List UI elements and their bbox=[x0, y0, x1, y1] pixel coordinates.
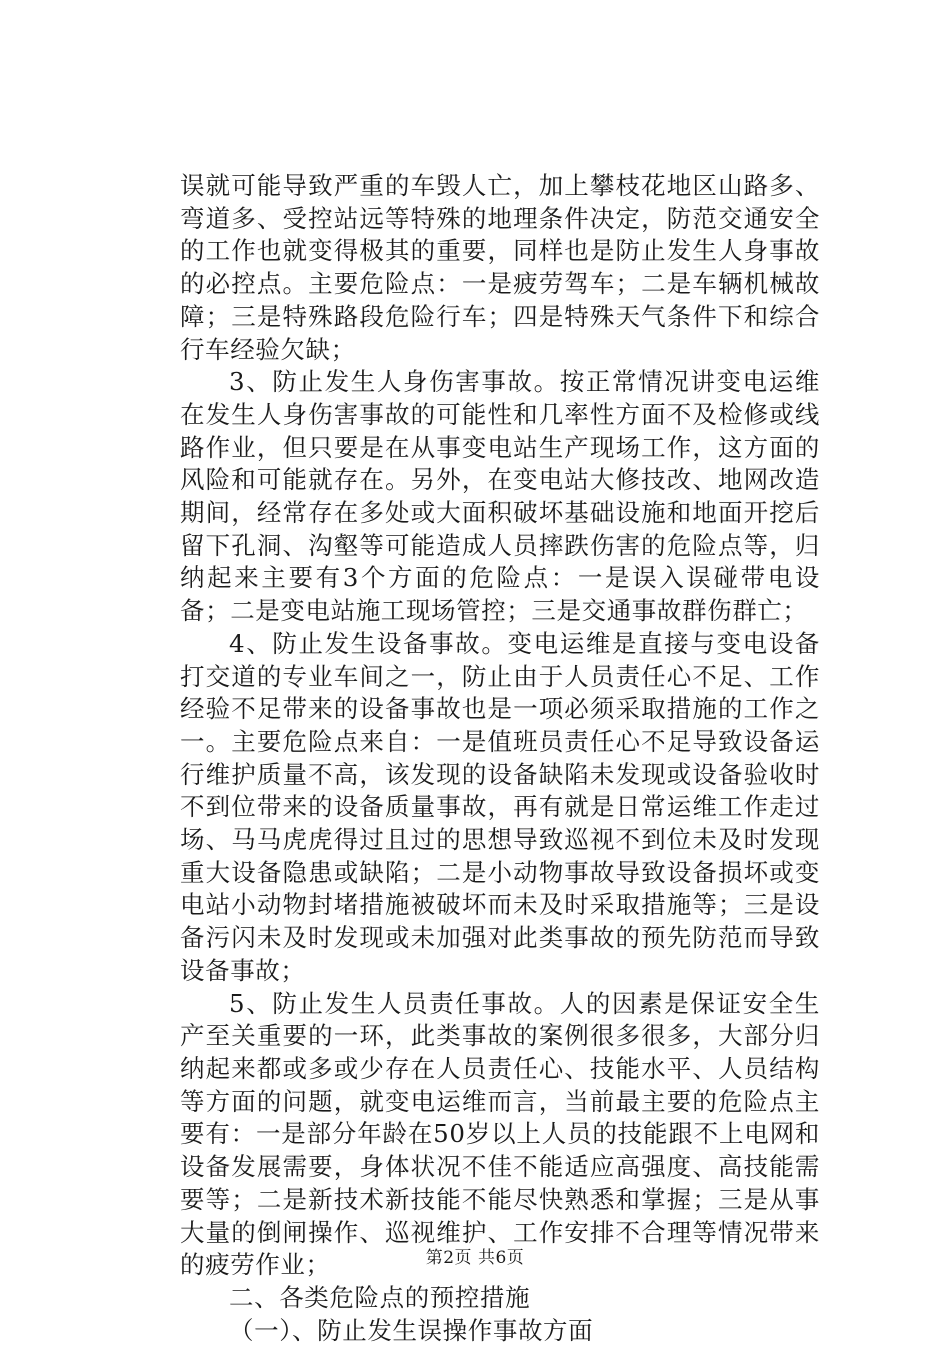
paragraph-personnel-responsibility: 5、防止发生人员责任事故。人的因素是保证安全生产至关重要的一环，此类事故的案例很多很多，大部分归纳起来都或多或少存在人员责任心、技能水平、人员结构等方面的问题，就变电运维而言，当前最主要的危险点主要有：一是部分年龄在50岁以上人员的技能跟不上电网和设备发展需要，身体状况不佳不能适应高强度、高技能需要等；二是新技术新技能不能尽快熟悉和掌握；三是从事大量的倒闸操作、巡视维护、工作安排不合理等情况带来的疲劳作业； bbox=[180, 988, 820, 1280]
page-number-footer: 第2页 共6页 bbox=[425, 1248, 525, 1268]
paragraph-traffic-continuation: 误就可能导致严重的车毁人亡，加上攀枝花地区山路多、弯道多、受控站远等特殊的地理条件决定，防范交通安全的工作也就变得极其的重要，同样也是防止发生人身事故的必控点。主要危险点：一是疲劳驾车；二是车辆机械故障；三是特殊路段危险行车；四是特殊天气条件下和综合行车经验欠缺； bbox=[180, 171, 820, 364]
document-body bbox=[180, 170, 820, 1347]
section-heading: 二、各类危险点的预控措施 bbox=[229, 1282, 531, 1312]
paragraph-equipment-accident: 4、防止发生设备事故。变电运维是直接与变电设备打交道的专业车间之一，防止由于人员责任心不足、工作经验不足带来的设备事故也是一项必须采取措施的工作之一。主要危险点来自：一是值班员责任心不足导致设备运行维护质量不高，该发现的设备缺陷未发现或设备验收时不到位带来的设备质量事故，再有就是日常运维工作走过场、马马虎虎得过且过的思想导致巡视不到位未及时发现重大设备隐患或缺陷；二是小动物事故导致设备损坏或变电站小动物封堵措施被破坏而未及时采取措施等；三是设备污闪未及时发现或未加强对此类事故的预先防范而导致设备事故； bbox=[180, 628, 820, 985]
paragraph-personal-injury: 3、防止发生人身伤害事故。按正常情况讲变电运维在发生人身伤害事故的可能性和几率性方面不及检修或线路作业，但只要是在从事变电站生产现场工作，这方面的风险和可能就存在。另外，在变电站大修技改、地网改造期间，经常存在多处或大面积破坏基础设施和地面开挖后留下孔洞、沟壑等可能造成人员摔跌伤害的危险点等，归纳起来主要有3个方面的危险点：一是误入误碰带电设备；二是变电站施工现场管控；三是交通事故群伤群亡； bbox=[180, 367, 820, 626]
subsection-heading: （一）、防止发生误操作事故方面 bbox=[229, 1315, 594, 1345]
